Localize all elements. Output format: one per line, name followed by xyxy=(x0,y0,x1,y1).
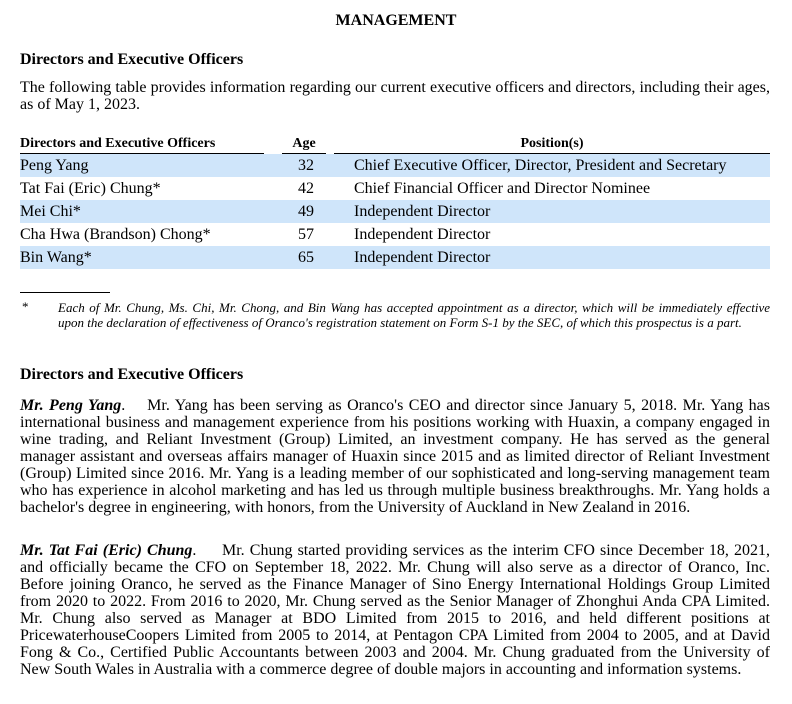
cell-name: Bin Wang* xyxy=(20,246,264,269)
bio-text: Mr. Chung started providing services as the interim CFO since December 18, 2021, and officially became the CFO on September 18, 2022. Mr. Chung will also serve as a director of Oranco, Inc. Before joining Oranco, he served as the Finance Manager of Sino Energy International Holdings Group Limited from 2020 to 2022. From 2016 to 2020, Mr. Chung served as the Senior Manager of Zhonghui Anda CPA Limited. Mr. Chung also served as Manager at BDO Limited from 2015 to 2016, and held different positions at PricewaterhouseCoopers Limited from 2005 to 2014, at Pentagon CPA Limited from 2004 to 2005, and at David Fong & Co., Certified Public Accountants between 2003 and 2004. Mr. Chung graduated from the University of New South Wales in Australia with a commerce degree of double majors in accounting and information systems. xyxy=(20,542,771,678)
table-header-row xyxy=(20,134,770,154)
table-row xyxy=(20,177,770,200)
bio-text: Mr. Yang has been serving as Oranco's CEO and director since January 5, 2018. Mr. Yang has international business and management experience from his positions working with Huaxin, a company engaged in wine trading, and Reliant Investment (Group) Limited, an investment company. He has served as the general manager assistant and overseas affairs manager of Huaxin since 2015 and as limited director of Reliant Investment (Group) Limited since 2016. Mr. Yang is a leading member of our sophisticated and long-serving management team who has experience in alcohol marketing and has led us through multiple business breakthroughs. Mr. Yang holds a bachelor's degree in engineering, with honors, from the University of Auckland in New Zealand in 2016. xyxy=(20,397,771,516)
bio-paragraph-yang: Mr. Peng Yang. Mr. Yang has been serving as Oranco's CEO and director since January 5, 2018. Mr. Yang has international business and management experience from his positions working with Huaxin, a company engaged in wine trading, and Reliant Investment (Group) Limited, an investment company. He has served as the general manager assistant and overseas affairs manager of Huaxin since 2015 and as limited director of Reliant Investment (Group) Limited since 2016. Mr. Yang is a leading member of our sophisticated and long-serving management team who has experience in alcohol marketing and has led us through multiple business breakthroughs. Mr. Yang holds a bachelor's degree in engineering, with honors, from the University of Auckland in New Zealand in 2016. xyxy=(20,397,771,516)
footnote-mark: * xyxy=(22,299,29,314)
intro-paragraph: The following table provides information regarding our current executive officers and directors, including their ages, as of May 1, 2023. xyxy=(20,79,770,113)
section-heading-directors: Directors and Executive Officers xyxy=(20,51,244,68)
cell-age: 49 xyxy=(264,200,334,223)
cell-name: Mei Chi* xyxy=(20,200,264,223)
header-position: Position(s) xyxy=(334,134,770,154)
cell-position: Independent Director xyxy=(334,246,770,269)
header-name: Directors and Executive Officers xyxy=(20,134,264,154)
cell-name: Cha Hwa (Brandson) Chong* xyxy=(20,225,211,243)
cell-position: Chief Financial Officer and Director Nominee xyxy=(354,179,651,197)
cell-age: 32 xyxy=(264,154,334,178)
table-row xyxy=(20,154,770,178)
table-row xyxy=(20,200,770,223)
cell-age: 65 xyxy=(264,246,334,269)
page-title: MANAGEMENT xyxy=(335,12,457,29)
bio-name: Mr. Tat Fai (Eric) Chung xyxy=(20,542,193,559)
bio-name: Mr. Peng Yang xyxy=(20,397,122,414)
cell-name: Peng Yang xyxy=(20,154,264,178)
cell-age: 57 xyxy=(298,225,314,243)
cell-position: Independent Director xyxy=(334,200,770,223)
cell-age: 42 xyxy=(298,179,314,197)
cell-position: Chief Executive Officer, Director, President and Secretary xyxy=(334,154,770,178)
footnote-divider xyxy=(20,292,110,293)
section-heading-bios: Directors and Executive Officers xyxy=(20,366,244,383)
bio-paragraph-chung: Mr. Tat Fai (Eric) Chung. Mr. Chung started providing services as the interim CFO since December 18, 2021, and officially became the CFO on September 18, 2022. Mr. Chung will also serve as a director of Oranco, Inc. Before joining Oranco, he served as the Finance Manager of Sino Energy International Holdings Group Limited from 2020 to 2022. From 2016 to 2020, Mr. Chung served as the Senior Manager of Zhonghui Anda CPA Limited. Mr. Chung also served as Manager at BDO Limited from 2015 to 2016, and held different positions at PricewaterhouseCoopers Limited from 2005 to 2014, at Pentagon CPA Limited from 2004 to 2005, and at David Fong & Co., Certified Public Accountants between 2003 and 2004. Mr. Chung graduated from the University of New South Wales in Australia with a commerce degree of double majors in accounting and information systems. xyxy=(20,542,771,678)
header-age: Age xyxy=(282,134,326,154)
footnote-text: Each of Mr. Chung, Ms. Chi, Mr. Chong, and Bin Wang has accepted appointment as a director, which will be immediately effective upon the declaration of effectiveness of Oranco's registration statement on Form S-1 by the SEC, of which this prospectus is a part. xyxy=(58,300,770,330)
cell-position: Independent Director xyxy=(354,225,491,243)
cell-name: Tat Fai (Eric) Chung* xyxy=(20,179,161,197)
table-row xyxy=(20,223,770,246)
table-row xyxy=(20,246,770,269)
officers-table xyxy=(20,134,770,269)
